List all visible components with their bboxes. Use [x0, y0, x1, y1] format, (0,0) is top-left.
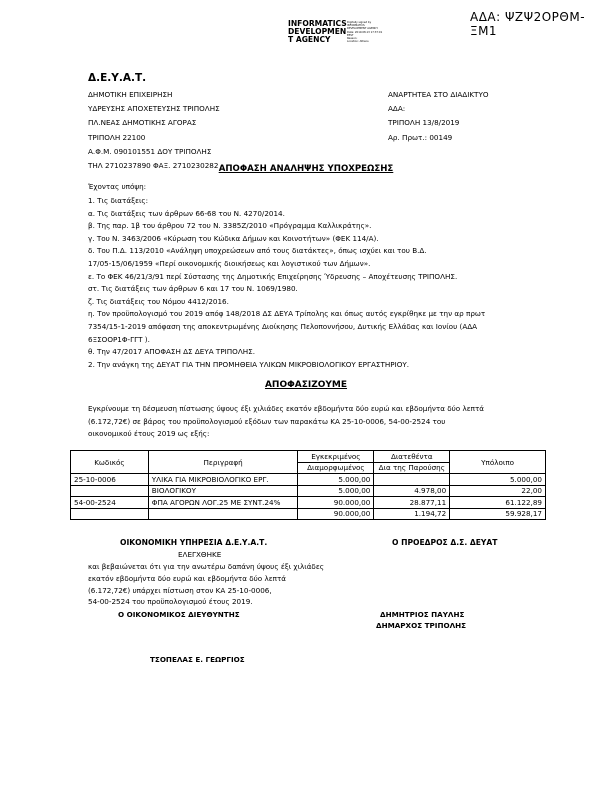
list-item: 1. Τις διατάξεις:	[88, 196, 149, 205]
cell-code	[71, 485, 149, 497]
table-row	[71, 485, 546, 497]
stamp-line-3: T AGENCY	[288, 35, 331, 45]
org-acronym: Δ.Ε.Υ.Α.Τ.	[88, 72, 147, 84]
finance-director-name: ΤΣΟΠΕΛΑΣ Ε. ΓΕΩΡΓΙΟΣ	[150, 655, 245, 664]
cell-balance: 5.000,00	[450, 474, 546, 486]
table-header-row	[71, 451, 546, 463]
decision-heading: ΑΠΟΦΑΣΙΖΟΥΜΕ	[264, 380, 348, 390]
table-row	[71, 497, 546, 509]
list-item: δ. Του Π.Δ. 113/2010 «Ανάληψη υποχρεώσεων από τους διατάκτες», όπως ισχύει και του Β.Δ.	[88, 246, 427, 256]
cell-approved: 90.000,00	[298, 497, 374, 509]
header-allocated: Διατεθέντα	[374, 451, 450, 463]
list-item: θ. Την 47/2017 ΑΠΟΦΑΣΗ ΔΣ ΔΕΥΑ ΤΡΙΠΟΛΗΣ.	[88, 347, 255, 357]
org-line: ΠΛ.ΝΕΑΣ ΔΗΜΟΤΙΚΗΣ ΑΓΟΡΑΣ	[88, 118, 197, 128]
cell-description: ΥΛΙΚΑ ΓΙΑ ΜΙΚΡΟΒΙΟΛΟΓΙΚΟ ΕΡΓ.	[148, 474, 298, 486]
header-description: Περιγραφή	[148, 451, 298, 474]
publish-note: ΑΝΑΡΤΗΤΕΑ ΣΤΟ ΔΙΑΔΙΚΤΥΟ	[388, 90, 489, 99]
org-line: ΔΗΜΟΤΙΚΗ ΕΠΙΧΕΙΡΗΣΗ	[88, 90, 173, 99]
list-item: ζ. Τις διατάξεις του Νόμου 4412/2016.	[88, 296, 229, 306]
cell-balance: 59.928,17	[450, 508, 546, 520]
date-line: ΤΡΙΠΟΛΗ 13/8/2019	[388, 118, 460, 128]
cell-description: ΒΙΟΛΟΓΙΚΟΥ	[148, 485, 298, 497]
president-title: Ο ΠΡΟΕΔΡΟΣ Δ.Σ. ΔΕΥΑΤ	[392, 538, 498, 547]
ada-code: ΑΔΑ: ΨΖΨ2ΟΡΘΜ-ΞΜ1	[470, 10, 586, 38]
list-item: ε. Το ΦΕΚ 46/21/3/91 περί Σύστασης της Δημοτικής Επιχείρησης Ύδρευσης – Αποχέτευσης ΤΡΙΠΟΛΗΣ.	[88, 271, 458, 281]
decision-line: Εγκρίνουμε τη δέσμευση πίστωσης ύψους έξι χιλιάδες εκατόν εβδομήντα δύο ευρώ και εβδομήντα δύο λεπτά	[88, 404, 485, 413]
cell-description: ΦΠΑ ΑΓΟΡΩΝ ΛΟΓ.25 ΜΕ ΣΥΝΤ.24%	[148, 497, 298, 509]
protocol-number: Αρ. Πρωτ.: 00149	[388, 132, 453, 142]
table-row	[71, 474, 546, 486]
cell-balance: 22,00	[450, 485, 546, 497]
header-code: Κωδικός	[71, 451, 149, 474]
org-line: ΥΔΡΕΥΣΗΣ ΑΠΟΧΕΤΕΥΣΗΣ ΤΡΙΠΟΛΗΣ	[88, 104, 220, 114]
decision-line: (6.172,72€) σε βάρος του προϋπολογισμού εξόδων των παρακάτω ΚΑ 25-10-0006, 54-00-2524 του	[88, 416, 446, 426]
cell-allocated: 1.194,72	[374, 508, 450, 520]
finance-service-title: ΟΙΚΟΝΟΜΙΚΗ ΥΠΗΡΕΣΙΑ Δ.Ε.Υ.Α.Τ.	[120, 538, 268, 547]
list-item: γ. Του Ν. 3463/2006 «Κύρωση του Κώδικα Δήμων και Κοινοτήτων» (ΦΕΚ 114/Α).	[88, 233, 379, 243]
list-item: στ. Τις διατάξεις των άρθρων 6 και 17 του Ν. 1069/1980.	[88, 284, 298, 294]
cell-code: 54-00-2524	[71, 497, 149, 509]
stamp-detail: Date: 2019.08.13 17:37:01	[347, 30, 383, 34]
subheader-approved: Διαμορφωμένος	[298, 462, 374, 474]
stamp-line-1: INFORMATICS	[288, 19, 347, 28]
subheader-allocated: Δια της Παρούσης	[374, 462, 450, 474]
certification-line: και βεβαιώνεται ότι για την ανωτέρω δαπάνη ύψους έξι χιλιάδες	[88, 562, 324, 571]
document-title: ΑΠΟΦΑΣΗ ΑΝΑΛΗΨΗΣ ΥΠΟΧΡΕΩΣΗΣ	[218, 164, 394, 174]
list-item: β. Της παρ. 1β του άρθρου 72 του Ν. 3385Ζ/2010 «Πρόγραμμα Καλλικράτης».	[88, 221, 372, 231]
cell-approved: 5.000,00	[298, 485, 374, 497]
org-line: ΤΗΛ 2710237890 ΦΑΞ. 2710230282	[88, 161, 219, 171]
ada-label: ΑΔΑ:	[388, 104, 406, 114]
finance-director-role: Ο ΟΙΚΟΝΟΜΙΚΟΣ ΔΙΕΥΘΥΝΤΗΣ	[118, 610, 240, 619]
checked-label: ΕΛΕΓΧΘΗΚΕ	[178, 550, 222, 559]
cell-allocated: 4.978,00	[374, 485, 450, 497]
cell-balance: 61.122,89	[450, 497, 546, 509]
list-item: α. Τις διατάξεις των άρθρων 66-68 του Ν. 4270/2014.	[88, 208, 285, 218]
cell-code	[71, 508, 149, 520]
decision-text	[88, 403, 484, 441]
certification-text	[88, 561, 324, 608]
header-balance: Υπόλοιπο	[450, 451, 546, 474]
intro-text: Έχοντας υπόψη:	[88, 182, 147, 191]
stamp-detail: INFORMATICS	[347, 24, 365, 28]
header-approved: Εγκεκριμένος	[298, 451, 374, 463]
cell-allocated	[374, 474, 450, 486]
budget-table	[70, 450, 546, 520]
stamp-detail: Digitally signed by	[347, 21, 372, 24]
considerations-list	[88, 195, 485, 371]
president-role: ΔΗΜΑΡΧΟΣ ΤΡΙΠΟΛΗΣ	[376, 621, 467, 630]
digital-signature-stamp	[288, 20, 347, 45]
cell-code: 25-10-0006	[71, 474, 149, 486]
list-item: 7354/15-1-2019 απόφαση της αποκεντρωμένης Διοίκησης Πελοποννήσου, Δυτικής Ελλάδας και Ιονίου (ΑΔΑ	[88, 321, 478, 331]
president-name: ΔΗΜΗΤΡΙΟΣ ΠΑΥΛΗΣ	[380, 610, 465, 619]
stamp-detail: Location: Athens	[347, 40, 369, 44]
stamp-details	[347, 21, 382, 43]
cell-approved: 90.000,00	[298, 508, 374, 520]
stamp-detail: Reason:	[347, 37, 358, 41]
cell-description	[148, 508, 298, 520]
decision-line: οικονομικού έτους 2019 ως εξής:	[88, 429, 210, 439]
stamp-line-2: DEVELOPMEN	[288, 27, 347, 37]
org-line: Α.Φ.Μ. 090101551 ΔΟΥ ΤΡΙΠΟΛΗΣ	[88, 146, 212, 156]
list-item: 17/05-15/06/1959 «Περί οικονομικής διοικήσεως και λογιστικού των Δήμων».	[88, 258, 371, 268]
certification-line: εκατόν εβδομήντα δύο ευρώ και εβδομήντα δύο λεπτά	[88, 573, 287, 583]
org-header	[88, 88, 220, 173]
list-item: 6ΞΣΟΟΡ1Φ-ΓΓΤ ).	[88, 334, 150, 344]
publication-info	[388, 88, 489, 145]
list-item: η. Τον προϋπολογισμό του 2019 απόφ 148/2018 ΔΣ ΔΕΥΑ Τρίπολης και όπως αυτός εγκρίθηκε με την αρ πρωτ	[88, 309, 486, 319]
org-line: ΤΡΙΠΟΛΗ 22100	[88, 132, 146, 142]
table-row	[71, 508, 546, 520]
certification-line: 54-00-2524 του προϋπολογισμού έτους 2019.	[88, 597, 253, 607]
cell-allocated: 28.877,11	[374, 497, 450, 509]
stamp-detail: DEVELOPMENT AGENCY	[347, 27, 378, 31]
certification-line: (6.172,72€) υπάρχει πίστωση στον ΚΑ 25-10-0006,	[88, 585, 272, 595]
stamp-detail: EEST	[347, 33, 354, 37]
list-item: 2. Την ανάγκη της ΔΕΥΑΤ ΓΙΑ ΤΗΝ ΠΡΟΜΗΘΕΙΑ ΥΛΙΚΩΝ ΜΙΚΡΟΒΙΟΛΟΓΙΚΟΥ ΕΡΓΑΣΤΗΡΙΟΥ.	[88, 359, 410, 369]
cell-approved: 5.000,00	[298, 474, 374, 486]
